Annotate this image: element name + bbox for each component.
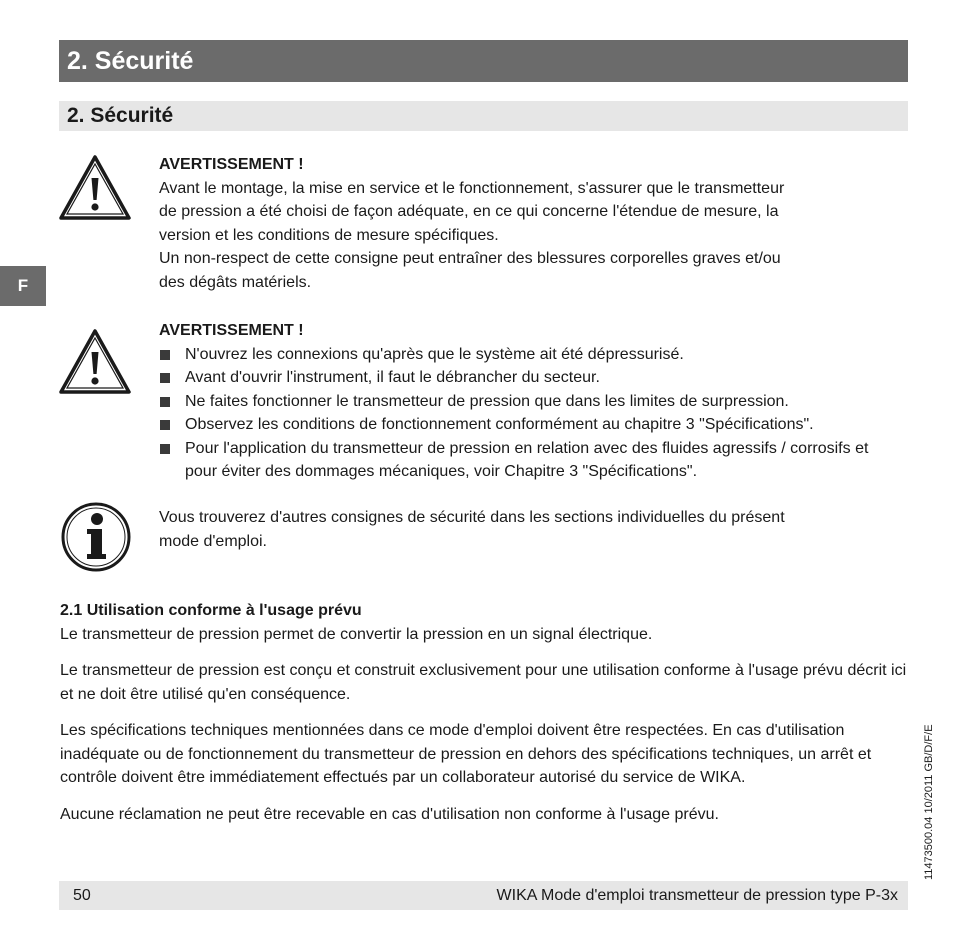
warning-triangle-icon (58, 154, 132, 222)
paragraph: Aucune réclamation ne peut être recevable en cas d'utilisation non conforme à l'usage prévu. (60, 805, 719, 823)
subsection-title: 2.1 Utilisation conforme à l'usage prévu (60, 602, 362, 619)
warning-block-2 (159, 319, 899, 484)
info-line: mode d'emploi. (159, 532, 267, 550)
warning-line: Avant le montage, la mise en service et le fonctionnement, s'assurer que le transmetteur (159, 179, 785, 197)
section-header: 2. Sécurité (59, 101, 908, 131)
warning-bullet-list (159, 343, 899, 484)
paragraph: Les spécifications techniques mentionnées dans ce mode d'emploi doivent être respectées. En cas d'utilisation inadéquate ou de fonctionnement du transmetteur de pression en dehors des spécifications techniques, un arrêt et contrôle doivent être immédiatement effectués par un collaborateur autorisé du service de WIKA. (60, 722, 872, 786)
info-icon (60, 501, 132, 573)
paragraph: Le transmetteur de pression permet de convertir la pression en un signal électrique. (60, 625, 653, 643)
warning-line: de pression a été choisi de façon adéquate, en ce qui concerne l'étendue de mesure, la (159, 203, 779, 220)
page-number: 50 (73, 886, 91, 904)
list-item: Pour l'application du transmetteur de pression en relation avec des fluides agressifs / corrosifs et pour éviter des dommages mécaniques, voir Chapitre 3 "Spécifications". (159, 437, 899, 484)
list-item: N'ouvrez les connexions qu'après que le système ait été dépressurisé. (159, 343, 899, 367)
warning-block-1 (159, 153, 899, 294)
info-block (159, 506, 899, 553)
warning-line: des dégâts matériels. (159, 273, 312, 291)
page-footer (59, 881, 908, 910)
language-tab: F (0, 266, 46, 306)
chapter-header: 2. Sécurité (59, 40, 908, 82)
section-2-1 (60, 599, 908, 839)
list-item: Avant d'ouvrir l'instrument, il faut le débrancher du secteur. (159, 366, 899, 390)
document-code: 11473500.04 10/2011 GB/D/F/E (923, 724, 935, 880)
list-item: Ne faites fonctionner le transmetteur de pression que dans les limites de surpression. (159, 390, 899, 414)
footer-title: WIKA Mode d'emploi transmetteur de pression type P-3x (496, 886, 898, 904)
warning-title: AVERTISSEMENT ! (159, 156, 304, 173)
list-item: Observez les conditions de fonctionnement conformément au chapitre 3 "Spécifications". (159, 413, 899, 437)
warning-title: AVERTISSEMENT ! (159, 322, 304, 339)
warning-line: version et les conditions de mesure spécifiques. (159, 226, 499, 244)
paragraph: Le transmetteur de pression est conçu et construit exclusivement pour une utilisation conforme à l'usage prévu décrit ici et ne doit être utilisé qu'en conséquence. (60, 662, 907, 703)
info-line: Vous trouverez d'autres consignes de sécurité dans les sections individuelles du présent (159, 509, 785, 526)
warning-triangle-icon (58, 328, 132, 396)
warning-line: Un non-respect de cette consigne peut entraîner des blessures corporelles graves et/ou (159, 250, 781, 267)
